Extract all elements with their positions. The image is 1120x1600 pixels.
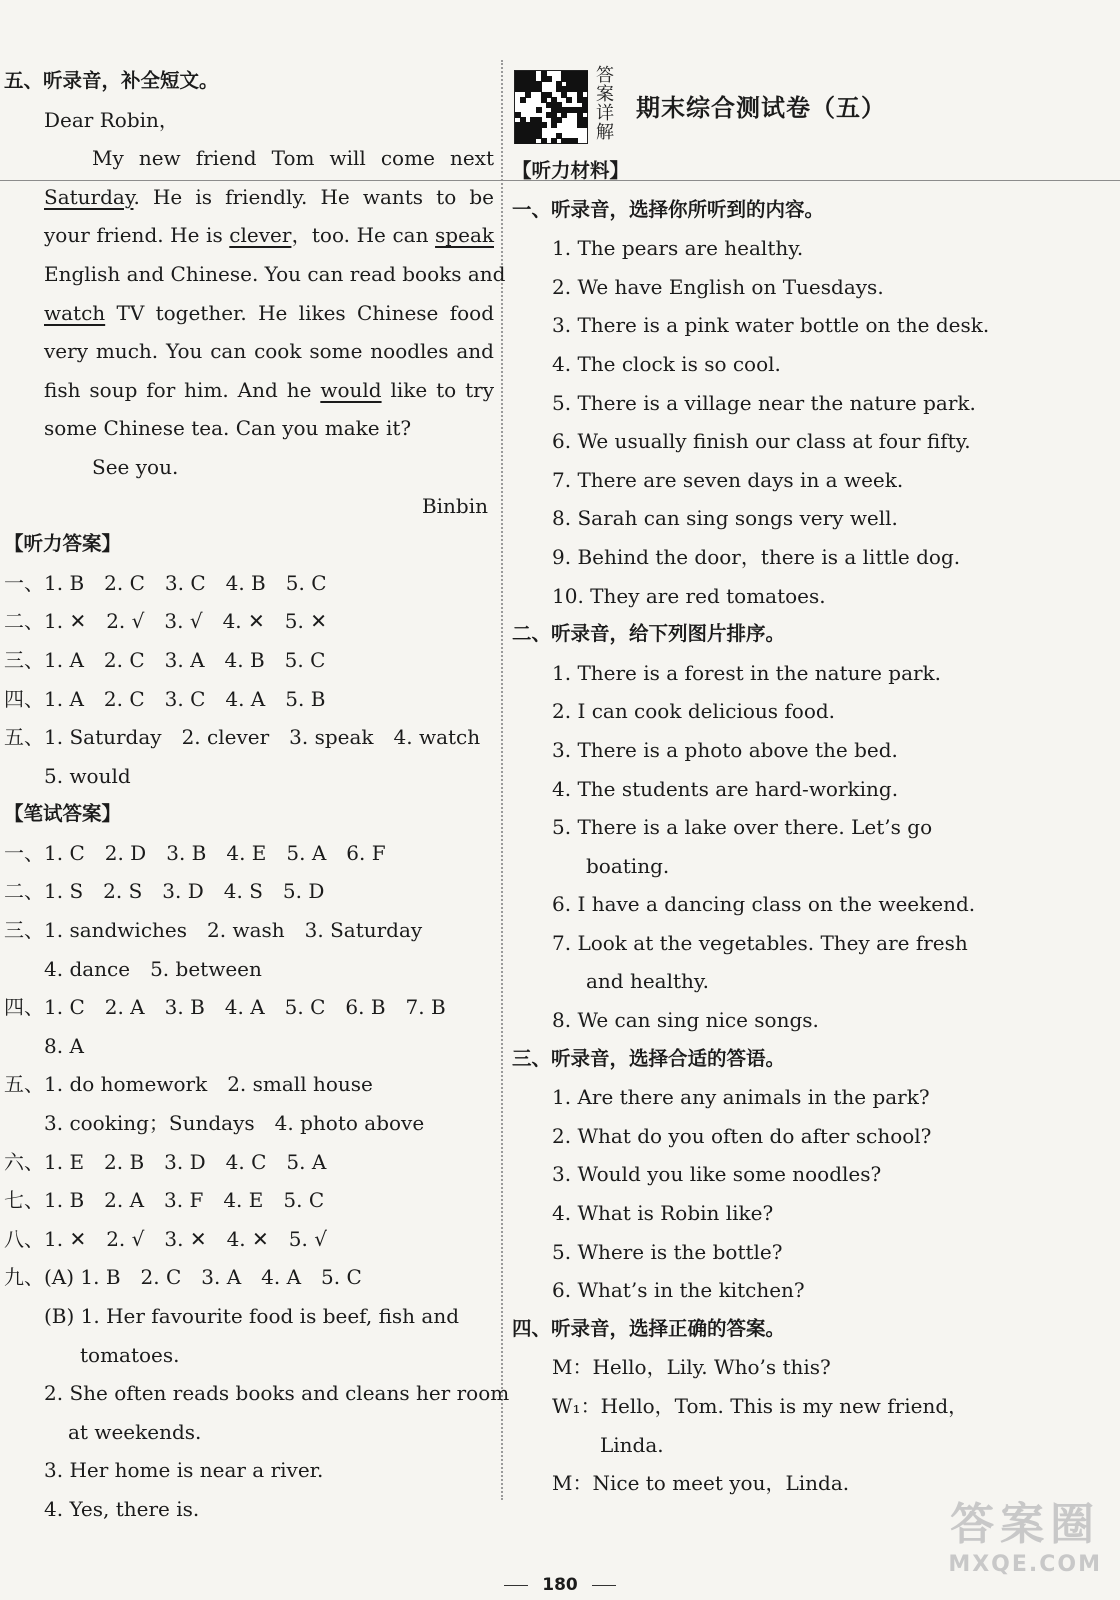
transcript-line: 6. We usually finish our class at four fifty. [552,429,971,454]
transcript-line: 2. I can cook delicious food. [552,699,836,724]
listening-answers-header: 【听力答案】 [4,532,122,556]
transcript-line: 2. What do you often do after school? [552,1123,932,1148]
passage-line: English and Chinese. You can read books and [44,261,506,286]
transcript-line: 1. The pears are healthy. [552,236,804,261]
answer-row: 六、1. E 2. B 3. D 4. C 5. A [4,1149,327,1174]
answer-blank: watch [44,300,106,325]
passage-line: some Chinese tea. Can you make it? [44,416,412,441]
answer-row: 4. dance 5. between [44,956,262,981]
section-header: 三、听录音，选择合适的答语。 [512,1046,786,1070]
section-header: 四、听录音，选择正确的答案。 [512,1316,786,1340]
section-header: 五、听录音，补全短文。 [4,69,219,92]
passage-closing: See you. [92,454,179,479]
section-header: 一、听录音，选择你所听到的内容。 [512,197,825,221]
answer-row: 九、(A) 1. B 2. C 3. A 4. A 5. C [4,1265,362,1290]
answer-row: 4. Yes, there is. [44,1496,200,1521]
passage-line: your friend. He is clever，too. He can speak [44,223,494,248]
transcript-line: 4. The students are hard-working. [552,776,899,801]
transcript-line: 3. There is a photo above the bed. [552,737,898,762]
answer-row: 五、1. Saturday 2. clever 3. speak 4. watch [4,725,481,750]
transcript-line: 6. What’s in the kitchen? [552,1278,805,1303]
passage-line: My new friend Tom will come next [92,146,494,171]
transcript-line: 9. Behind the door，there is a little dog. [552,544,961,569]
answer-row: tomatoes. [80,1342,180,1367]
transcript-line: and healthy. [586,969,709,994]
answer-row: 五、1. do homework 2. small house [4,1072,373,1097]
answer-row: 二、1. ✕ 2. √ 3. √ 4. ✕ 5. ✕ [4,609,327,634]
page-number: 180 [0,1575,1120,1595]
answer-row: 四、1. A 2. C 3. C 4. A 5. B [4,686,326,711]
answer-row: 2. She often reads books and cleans her room [44,1381,510,1406]
test-title: 期末综合测试卷（五） [636,94,886,122]
transcript-line: 1. There is a forest in the nature park. [552,660,942,685]
transcript-line: 5. There is a lake over there. Let’s go [552,815,933,840]
material-header: 【听力材料】 [512,159,630,182]
watermark: 答案圈 MXQE.COM [948,1499,1102,1577]
passage-signature: Binbin [421,493,488,518]
answer-row: 三、1. A 2. C 3. A 4. B 5. C [4,647,326,672]
transcript-line: 10. They are red tomatoes. [552,583,826,608]
dialogue-line: Linda. [600,1432,664,1457]
written-answers-header: 【笔试答案】 [4,802,122,826]
answer-row: 八、1. ✕ 2. √ 3. ✕ 4. ✕ 5. √ [4,1226,327,1251]
transcript-line: 7. There are seven days in a week. [552,467,904,492]
answer-row: at weekends. [68,1419,202,1444]
passage-line: watch TV together. He likes Chinese food [44,300,494,325]
answer-row: (B) 1. Her favourite food is beef, fish and [44,1304,460,1328]
answer-row: 二、1. S 2. S 3. D 4. S 5. D [4,879,325,904]
passage-line: Saturday. He is friendly. He wants to be [44,184,494,209]
transcript-line: 1. Are there any animals in the park? [552,1085,930,1110]
transcript-line: 4. The clock is so cool. [552,351,781,376]
transcript-line: 2. We have English on Tuesdays. [552,274,884,299]
transcript-line: 3. Would you like some noodles? [552,1162,882,1187]
passage-line: fish soup for him. And he would like to try [44,377,494,402]
transcript-line: 8. We can sing nice songs. [552,1008,819,1033]
dialogue-line: M：Nice to meet you，Linda. [552,1471,850,1496]
answer-blank: Saturday [44,184,134,209]
answer-row: 七、1. B 2. A 3. F 4. E 5. C [4,1188,325,1213]
answer-blank: speak [435,223,494,248]
qr-code-image[interactable] [514,70,588,144]
transcript-line: 5. There is a village near the nature park. [552,390,976,415]
answer-row: 3. cooking；Sundays 4. photo above [44,1111,425,1136]
answer-row: 3. Her home is near a river. [44,1458,324,1483]
transcript-line: 6. I have a dancing class on the weekend. [552,892,976,917]
left-column [4,62,510,1529]
transcript-line: 5. Where is the bottle? [552,1239,783,1264]
answer-row: 一、1. B 2. C 3. C 4. B 5. C [4,570,327,595]
qr-label: 答案详解 [596,65,614,143]
answer-blank: clever [229,223,292,248]
right-column [512,152,1112,1503]
transcript-line: 8. Sarah can sing songs very well. [552,506,898,531]
answer-row: 一、1. C 2. D 3. B 4. E 5. A 6. F [4,840,386,865]
passage-line: very much. You can cook some noodles and [44,339,494,364]
passage-greeting: Dear Robin， [44,107,179,132]
dialogue-line: W₁：Hello，Tom. This is my new friend， [552,1394,969,1418]
transcript-line: 3. There is a pink water bottle on the desk. [552,313,990,338]
section-header: 二、听录音，给下列图片排序。 [512,622,786,646]
transcript-line: 7. Look at the vegetables. They are fresh [552,930,968,955]
answer-row: 四、1. C 2. A 3. B 4. A 5. C 6. B 7. B [4,995,446,1020]
answer-row: 5. would [44,763,131,788]
dialogue-line: M：Hello，Lily. Who’s this? [552,1355,831,1380]
answer-blank: would [320,377,382,402]
transcript-line: boating. [586,853,670,878]
answer-row: 8. A [44,1033,84,1058]
answer-row: 三、1. sandwiches 2. wash 3. Saturday [4,918,423,943]
transcript-line: 4. What is Robin like? [552,1201,774,1226]
